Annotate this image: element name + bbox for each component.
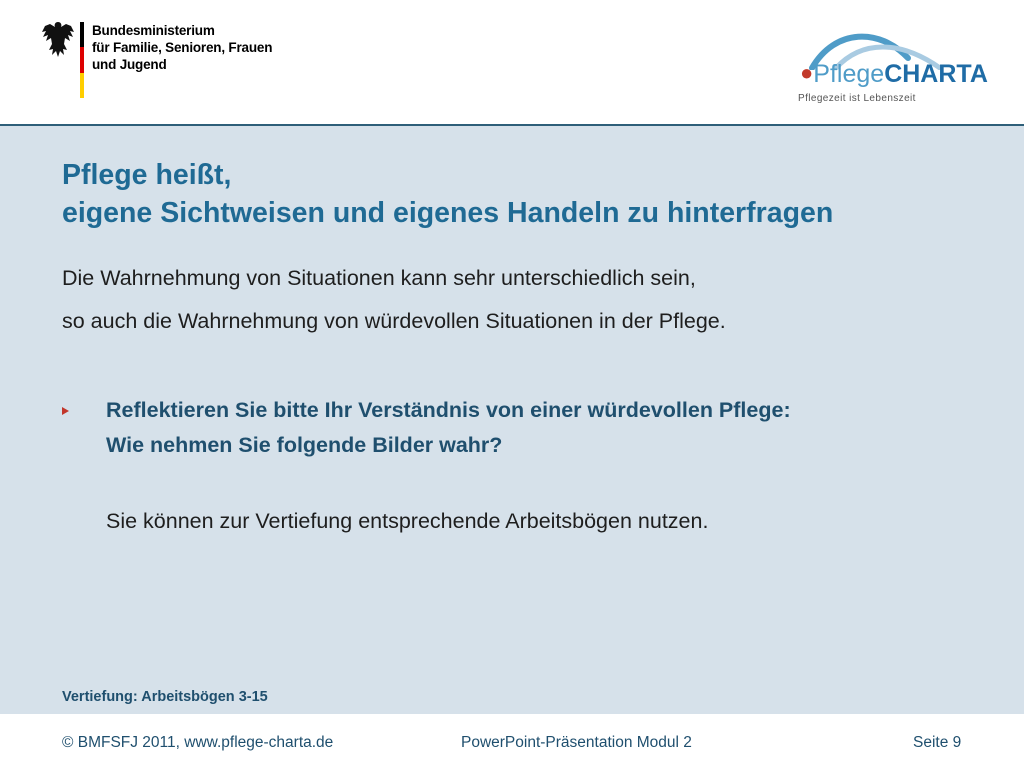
ministry-name bbox=[92, 22, 272, 73]
worksheet-reference: Vertiefung: Arbeitsbögen 3-15 bbox=[62, 689, 268, 705]
slide-header bbox=[0, 0, 1024, 125]
german-flag-bar bbox=[80, 22, 84, 98]
footer-copyright: © BMFSFJ 2011, www.pflege-charta.de bbox=[62, 734, 334, 751]
ministry-logo bbox=[40, 20, 300, 110]
title-line1: Pflege heißt, bbox=[62, 159, 232, 191]
ministry-line3: und Jugend bbox=[92, 57, 167, 72]
bullet-line2: Wie nehmen Sie folgende Bilder wahr? bbox=[106, 433, 503, 457]
bullet-line1: Reflektieren Sie bitte Ihr Verständnis von einer würdevollen Pflege: bbox=[106, 398, 791, 422]
worksheet-hint: Sie können zur Vertiefung entsprechende Arbeitsbögen nutzen. bbox=[106, 509, 709, 533]
slide-footer bbox=[0, 714, 1024, 768]
bullet-arrow-icon bbox=[62, 407, 69, 415]
logo-word-pflege: Pflege bbox=[813, 60, 885, 88]
ministry-line1: Bundesministerium bbox=[92, 23, 215, 38]
intro-line1: Die Wahrnehmung von Situationen kann sehr unterschiedlich sein, bbox=[62, 266, 696, 290]
title-line2: eigene Sichtweisen und eigenes Handeln zu hinterfragen bbox=[62, 197, 834, 229]
footer-presentation: PowerPoint-Präsentation Modul 2 bbox=[461, 734, 692, 751]
pflege-charta-logo bbox=[790, 30, 990, 110]
slide-body bbox=[0, 126, 1024, 714]
slide-title bbox=[62, 156, 833, 232]
footer-page-number: Seite 9 bbox=[913, 734, 962, 751]
ministry-line2: für Familie, Senioren, Frauen bbox=[92, 40, 273, 55]
bullet-question bbox=[106, 393, 791, 463]
logo-tagline: Pflegezeit ist Lebenszeit bbox=[798, 93, 916, 104]
red-dot-icon: ● bbox=[800, 60, 814, 85]
logo-word-charta: CHARTA bbox=[884, 60, 988, 88]
federal-eagle-icon bbox=[40, 20, 76, 60]
logo-wordmark bbox=[800, 60, 988, 89]
intro-line2: so auch die Wahrnehmung von würdevollen Situationen in der Pflege. bbox=[62, 309, 726, 333]
